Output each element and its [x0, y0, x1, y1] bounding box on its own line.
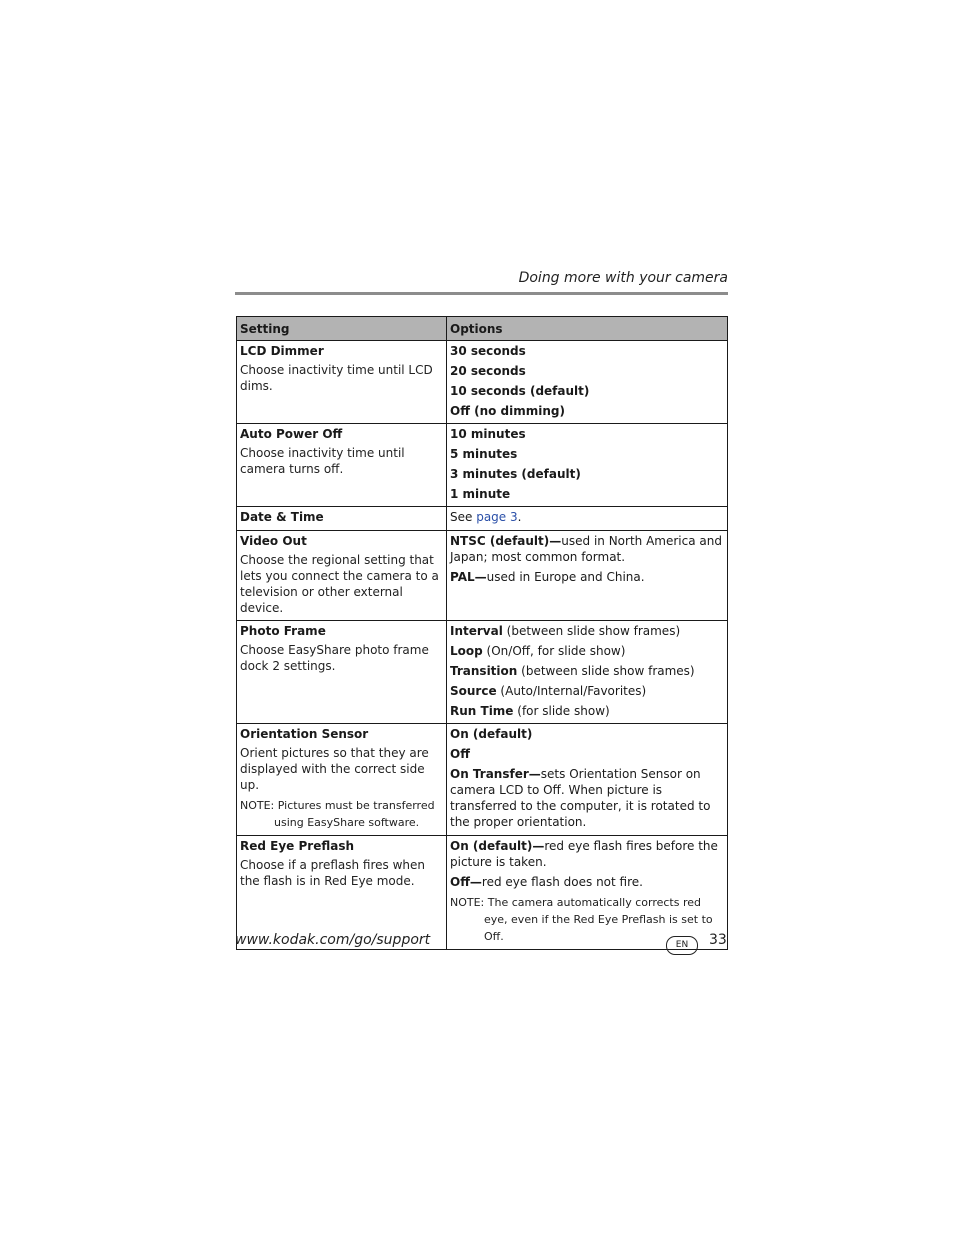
options-cell: [447, 507, 728, 531]
setting-description: Choose if a preflash fires when the flash is in Red Eye mode.: [240, 858, 425, 888]
setting-cell: [237, 531, 447, 621]
table-row: [237, 424, 728, 507]
table-row: [237, 341, 728, 424]
page-number: 33: [709, 932, 727, 948]
setting-name: Date & Time: [240, 510, 324, 524]
option-item: On (default)—red eye flash fires before the picture is taken.: [450, 839, 718, 869]
options-cell: [447, 341, 728, 424]
setting-description: Orient pictures so that they are displayed with the correct side up.: [240, 746, 429, 792]
options-cell: [447, 621, 728, 724]
options-cell: [447, 836, 728, 950]
column-header-options: Options: [447, 317, 728, 341]
option-item: Off—red eye flash does not fire.: [450, 875, 643, 889]
option-item: See page 3.: [450, 510, 522, 524]
option-item: NTSC (default)—used in North America and Japan; most common format.: [450, 534, 722, 564]
setting-cell: [237, 341, 447, 424]
setting-name: Orientation Sensor: [240, 727, 369, 741]
option-item: Run Time (for slide show): [450, 704, 610, 718]
options-cell: [447, 424, 728, 507]
options-cell: [447, 724, 728, 836]
page-header-title: Doing more with your camera: [518, 270, 728, 286]
table-row: [237, 621, 728, 724]
option-item: Off: [450, 747, 470, 761]
header-rule: [235, 292, 728, 295]
option-item: 3 minutes (default): [450, 467, 581, 481]
setting-name: Video Out: [240, 534, 307, 548]
table-row: [237, 531, 728, 621]
option-item: Transition (between slide show frames): [450, 664, 695, 678]
option-item: 10 minutes: [450, 427, 526, 441]
option-item: 1 minute: [450, 487, 511, 501]
setting-description: Choose inactivity time until camera turns off.: [240, 446, 405, 476]
option-item: 20 seconds: [450, 364, 526, 378]
option-item: On Transfer—sets Orientation Sensor on camera LCD to Off. When picture is transferred to the computer, it is rotated to the proper orientation.: [450, 767, 711, 829]
settings-table: [236, 316, 728, 950]
column-header-setting: Setting: [237, 317, 447, 341]
option-item: Loop (On/Off, for slide show): [450, 644, 626, 658]
language-badge: EN: [666, 936, 698, 955]
setting-name: LCD Dimmer: [240, 344, 324, 358]
setting-note: NOTE: Pictures must be transferred using EasyShare software.: [240, 799, 435, 829]
option-item: 5 minutes: [450, 447, 518, 461]
table-row: [237, 724, 728, 836]
option-item: Off (no dimming): [450, 404, 565, 418]
option-item: On (default): [450, 727, 533, 741]
setting-description: Choose the regional setting that lets you connect the camera to a television or other external device.: [240, 553, 439, 615]
option-item: 10 seconds (default): [450, 384, 590, 398]
setting-cell: [237, 724, 447, 836]
option-item: Source (Auto/Internal/Favorites): [450, 684, 647, 698]
option-item: 30 seconds: [450, 344, 526, 358]
setting-name: Photo Frame: [240, 624, 326, 638]
support-url[interactable]: www.kodak.com/go/support: [235, 932, 431, 948]
option-item: PAL—used in Europe and China.: [450, 570, 645, 584]
setting-cell: [237, 621, 447, 724]
option-item: Interval (between slide show frames): [450, 624, 681, 638]
setting-name: Auto Power Off: [240, 427, 343, 441]
option-note: NOTE: The camera automatically corrects red eye, even if the Red Eye Preflash is set to Off.: [450, 896, 713, 943]
setting-description: Choose inactivity time until LCD dims.: [240, 363, 433, 393]
setting-cell: [237, 507, 447, 531]
page-link[interactable]: page 3: [476, 510, 518, 524]
setting-cell: [237, 424, 447, 507]
setting-description: Choose EasyShare photo frame dock 2 settings.: [240, 643, 429, 673]
setting-name: Red Eye Preflash: [240, 839, 355, 853]
table-row: [237, 507, 728, 531]
table-header-row: [237, 317, 728, 341]
options-cell: [447, 531, 728, 621]
